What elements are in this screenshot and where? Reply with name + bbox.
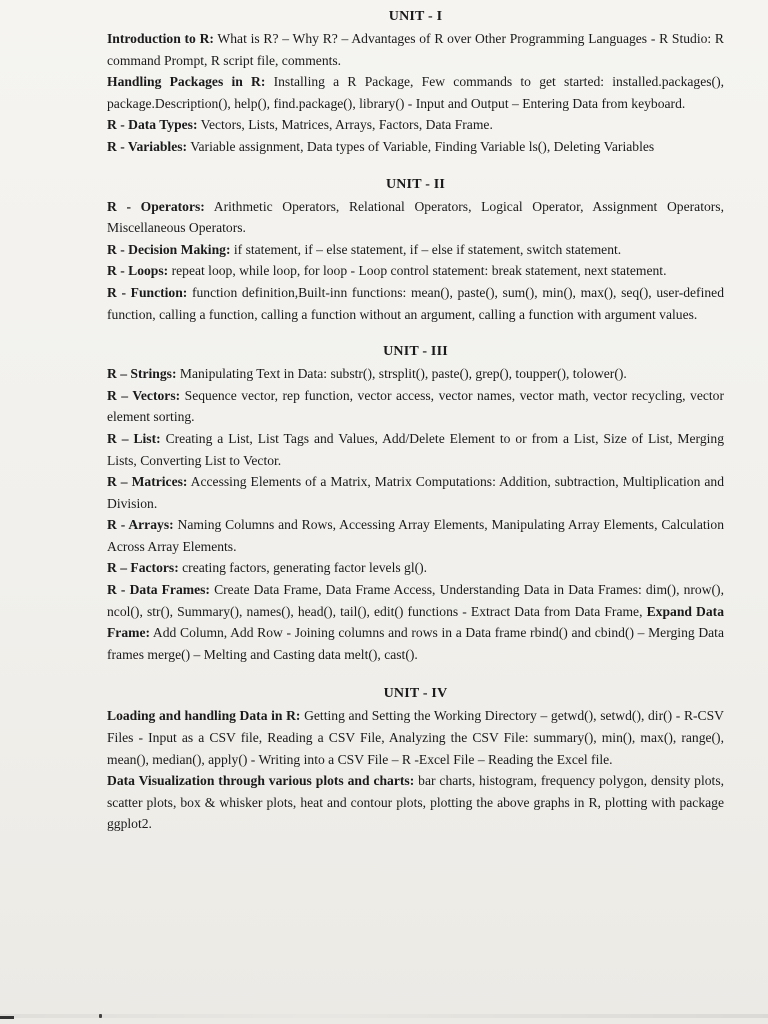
paragraph-heading: R - Data Frames: [107, 582, 210, 598]
unit-3-title: UNIT - III [383, 344, 448, 360]
scan-speck [99, 1014, 102, 1018]
paragraph-heading: R - Data Types: [107, 117, 198, 133]
paragraph-heading: R - Loops: [107, 263, 169, 279]
paragraph-heading: Loading and handling Data in R: [107, 708, 301, 724]
paragraph-text: Naming Columns and Rows, Accessing Array Elements, Manipulating Array Elements, Calculation Across Array Elements. [107, 517, 725, 554]
unit-2-section [107, 176, 724, 326]
unit-1-paragraph-variables [107, 136, 724, 158]
unit-1-title: UNIT - I [388, 9, 443, 24]
unit-4-paragraph-loading-data [107, 705, 724, 770]
paragraph-heading: R – Factors: [107, 560, 179, 576]
paragraph-text: Sequence vector, rep function, vector access, vector names, vector math, vector recycling, vector element sorting. [107, 387, 724, 425]
paragraph-text: Variable assignment, Data types of Variable, Finding Variable ls(), Deleting Variables [187, 138, 655, 154]
paragraph-text: Vectors, Lists, Matrices, Arrays, Factors, Data Frame. [197, 117, 493, 133]
unit-3-paragraph-list [107, 428, 724, 471]
paragraph-heading: R - Function: [107, 284, 188, 300]
unit-1-paragraph-data-types [107, 114, 724, 136]
paragraph-text: repeat loop, while loop, for loop - Loop control statement: break statement, next statement. [168, 263, 667, 279]
paragraph-text: bar charts, histogram, frequency polygon, density plots, scatter plots, box & whisker plots, heat and contour plots, plotting the above graphs in R, plotting with package ggplot2. [107, 773, 725, 832]
unit-3-section [107, 343, 724, 665]
unit-4-title: UNIT - IV [383, 686, 448, 702]
unit-2-paragraph-loops [107, 260, 724, 282]
paragraph-text: Arithmetic Operators, Relational Operators, Logical Operator, Assignment Operators, Miscellaneous Operators. [107, 198, 724, 236]
paragraph-text: Create Data Frame, Data Frame Access, Understanding Data in Data Frames: dim(), nrow(), ncol(), str(), Summary(), names(), head(), tail(), edit() functions - Extract Data from Data Frame, [107, 582, 724, 619]
paragraph-heading: R - Variables: [107, 138, 188, 154]
unit-3-paragraph-arrays [107, 514, 724, 557]
scan-edge-mark [0, 1016, 14, 1019]
paragraph-heading: Data Visualization through various plots and charts: [107, 773, 415, 789]
unit-2-title: UNIT - II [385, 176, 446, 192]
unit-1-paragraph-introduction [107, 28, 724, 71]
unit-1-paragraph-packages [107, 71, 724, 114]
page-bottom-edge [0, 1014, 768, 1018]
unit-2-paragraph-decision-making [107, 239, 724, 261]
unit-3-paragraph-factors [107, 557, 724, 579]
paragraph-heading: Introduction to R: [107, 31, 214, 46]
paragraph-heading: R – Vectors: [107, 387, 181, 403]
unit-3-paragraph-data-frames [107, 579, 724, 665]
unit-1-section [107, 8, 724, 158]
paragraph-heading: R – Strings: [107, 366, 177, 382]
paragraph-text: creating factors, generating factor levels gl(). [178, 560, 428, 576]
paragraph-text: if statement, if – else statement, if – else if statement, switch statement. [230, 241, 622, 257]
unit-4-paragraph-data-visualization [107, 770, 724, 835]
unit-2-paragraph-function [107, 282, 724, 325]
unit-4-section [107, 685, 724, 835]
paragraph-heading: R – Matrices: [107, 474, 188, 490]
paragraph-text: Add Column, Add Row - Joining columns and rows in a Data frame rbind() and cbind() – Merging Data frames merge() – Melting and Casting data melt(), cast(). [107, 625, 724, 662]
paragraph-text: Installing a R Package, Few commands to get started: installed.packages(), package.Description(), help(), find.package(), library() - Input and Output – Entering Data from keyboard. [107, 74, 724, 111]
paragraph-subheading: Expand Data Frame: [107, 603, 724, 641]
paragraph-heading: R - Operators: [107, 198, 205, 214]
paragraph-text: Manipulating Text in Data: substr(), strsplit(), paste(), grep(), toupper(), tolower(). [176, 366, 627, 382]
paragraph-heading: R - Decision Making: [107, 241, 231, 257]
syllabus-document [107, 8, 724, 835]
paragraph-heading: R – List: [107, 430, 161, 446]
paragraph-text: Getting and Setting the Working Directory – getwd(), setwd(), dir() - R-CSV Files - Input as a CSV file, Reading a CSV File, Analyzing the CSV File: summary(), min(), max(), range(), mean(), median(), apply() - Writing into a CSV File – R -Excel File – Reading the Excel file. [107, 708, 724, 767]
paragraph-text: function definition,Built-inn functions: mean(), paste(), sum(), min(), max(), seq(), user-defined function, calling a function, calling a function without an argument, calling a function with argument values. [107, 284, 724, 322]
unit-3-paragraph-strings [107, 363, 724, 385]
paragraph-heading: Handling Packages in R: [107, 74, 266, 90]
paragraph-text: Accessing Elements of a Matrix, Matrix Computations: Addition, subtraction, Multiplication and Division. [107, 474, 724, 511]
paragraph-heading: R - Arrays: [107, 517, 174, 533]
paragraph-text: Creating a List, List Tags and Values, Add/Delete Element to or from a List, Size of List, Merging Lists, Converting List to Vector. [107, 430, 724, 468]
unit-3-paragraph-vectors [107, 385, 724, 428]
unit-3-paragraph-matrices [107, 471, 724, 514]
unit-2-paragraph-operators [107, 196, 724, 239]
paragraph-text: What is R? – Why R? – Advantages of R over Other Programming Languages - R Studio: R command Prompt, R script file, comments. [107, 31, 725, 68]
